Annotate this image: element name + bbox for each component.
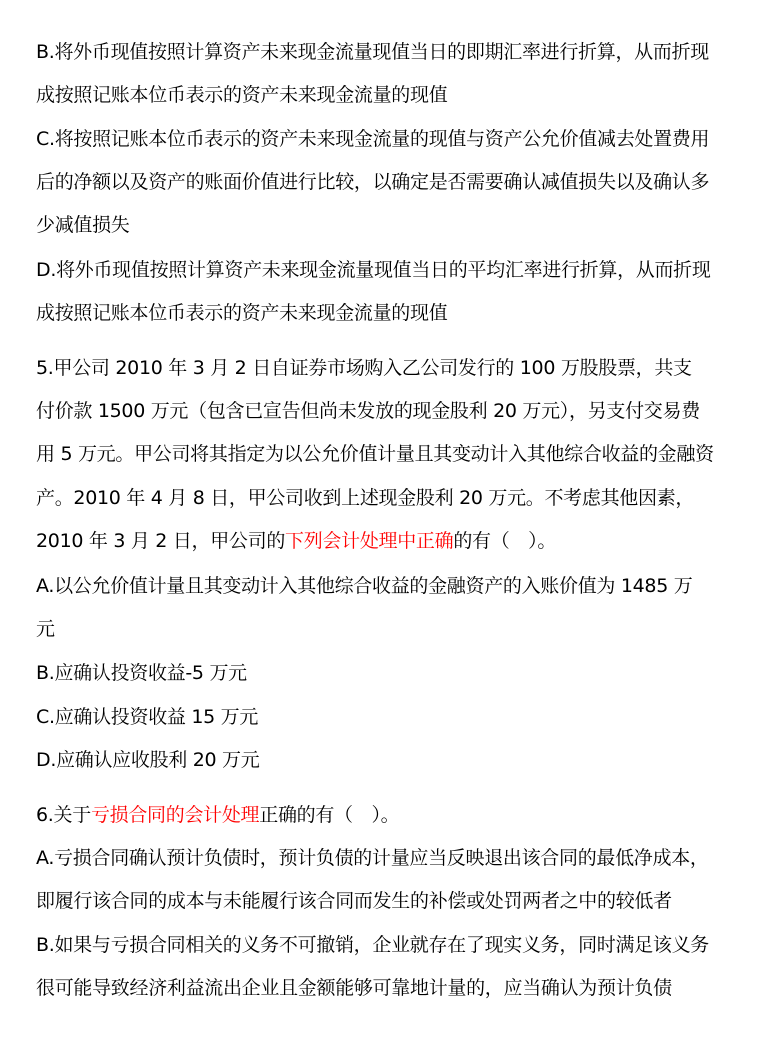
question-stem-line: 5.甲公司 2010 年 3 月 2 日自证券市场购入乙公司发行的 100 万股股票，共支 bbox=[36, 357, 692, 379]
text-line: 成按照记账本位币表示的资产未来现金流量的现值 bbox=[36, 84, 448, 106]
stem-text: 2010 年 3 月 2 日，甲公司的 bbox=[36, 530, 286, 552]
question-stem-line bbox=[36, 528, 748, 554]
option-c: C.应确认投资收益 15 万元 bbox=[36, 706, 259, 728]
option-b: B.应确认投资收益-5 万元 bbox=[36, 662, 247, 684]
stem-text: 6.关于 bbox=[36, 804, 91, 826]
option-a-cont: 元 bbox=[36, 618, 55, 640]
text-line: D.将外币现值按照计算资产未来现金流量现值当日的平均汇率进行折算，从而折现 bbox=[36, 259, 711, 281]
highlight-text: 亏损合同的会计处理 bbox=[90, 804, 260, 826]
stem-text: 正确的有（ ）。 bbox=[259, 804, 400, 826]
option-a: A.亏损合同确认预计负债时，预计负债的计量应当反映退出该合同的最低净成本， bbox=[36, 847, 709, 869]
option-d: D.应确认应收股利 20 万元 bbox=[36, 749, 260, 771]
text-line: 少减值损失 bbox=[36, 214, 130, 236]
question-stem-line: 付价款 1500 万元（包含已宣告但尚未发放的现金股利 20 万元），另支付交易费 bbox=[36, 400, 700, 422]
question-stem-line bbox=[36, 802, 748, 828]
stem-text: 的有（ ）。 bbox=[453, 530, 557, 552]
option-b: B.如果与亏损合同相关的义务不可撤销，企业就存在了现实义务，同时满足该义务 bbox=[36, 934, 709, 956]
text-line: 成按照记账本位币表示的资产未来现金流量的现值 bbox=[36, 302, 448, 324]
text-line: C.将按照记账本位币表示的资产未来现金流量的现值与资产公允价值减去处置费用 bbox=[36, 128, 710, 150]
option-b-cont: 很可能导致经济利益流出企业且金额能够可靠地计量的，应当确认为预计负债 bbox=[36, 977, 672, 999]
highlight-text: 下列会计处理中正确 bbox=[285, 530, 454, 552]
option-a-cont: 即履行该合同的成本与未能履行该合同而发生的补偿或处罚两者之中的较低者 bbox=[36, 890, 672, 912]
text-line: B.将外币现值按照计算资产未来现金流量现值当日的即期汇率进行折算，从而折现 bbox=[36, 41, 709, 63]
option-a: A.以公允价值计量且其变动计入其他综合收益的金融资产的入账价值为 1485 万 bbox=[36, 575, 693, 597]
text-line: 后的净额以及资产的账面价值进行比较，以确定是否需要确认减值损失以及确认多 bbox=[36, 171, 710, 193]
question-stem-line: 产。2010 年 4 月 8 日，甲公司收到上述现金股利 20 万元。不考虑其他因素， bbox=[36, 487, 695, 509]
question-stem-line: 用 5 万元。甲公司将其指定为以公允价值计量且其变动计入其他综合收益的金融资 bbox=[36, 443, 714, 465]
